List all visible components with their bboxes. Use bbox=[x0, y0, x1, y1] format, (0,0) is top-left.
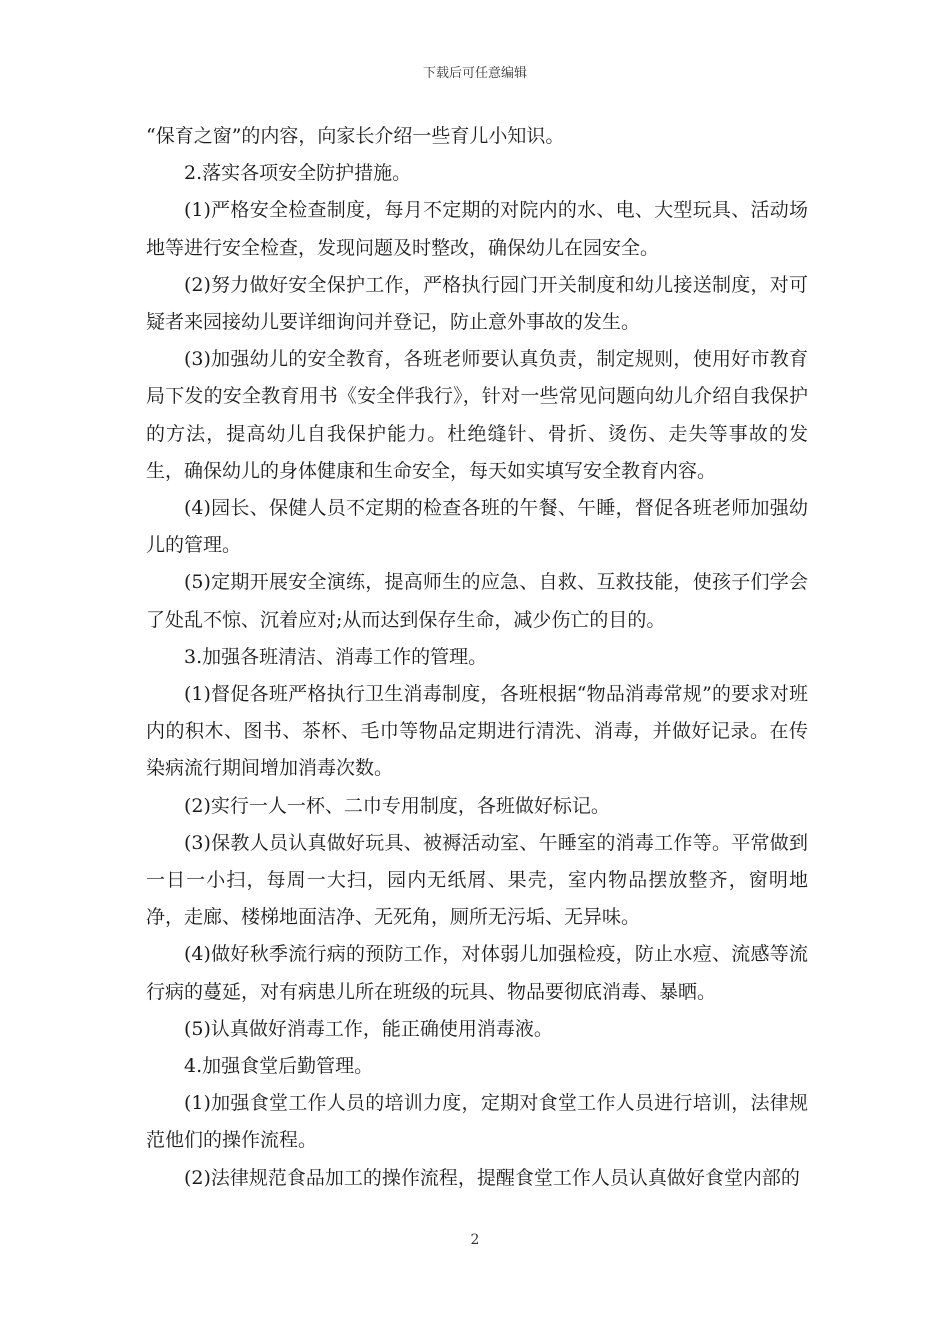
document-body bbox=[146, 118, 808, 1197]
paragraph-3: (1)严格安全检查制度，每月不定期的对院内的水、电、大型玩具、活动场地等进行安全检查，发现问题及时整改，确保幼儿在园安全。 bbox=[146, 199, 808, 259]
paragraph-14: 4.加强食堂后勤管理。 bbox=[184, 1055, 374, 1078]
page-header: 下载后可任意编辑 bbox=[422, 66, 527, 81]
paragraph-11: (3)保教人员认真做好玩具、被褥活动室、午睡室的消毒工作等。平常做到一日一小扫，每周一大扫，园内无纸屑、果壳，室内物品摆放整齐，窗明地净，走廊、楼梯地面洁净、无死角，厕所无污垢、无异味。 bbox=[146, 831, 808, 929]
paragraph-15: (1)加强食堂工作人员的培训力度，定期对食堂工作人员进行培训，法律规范他们的操作流程。 bbox=[146, 1092, 808, 1152]
paragraph-1: “保育之窗”的内容，向家长介绍一些育儿小知识。 bbox=[146, 125, 565, 147]
paragraph-16: (2)法律规范食品加工的操作流程，提醒食堂工作人员认真做好食堂内部的 bbox=[184, 1166, 800, 1189]
paragraph-10: (2)实行一人一杯、二巾专用制度，各班做好标记。 bbox=[184, 794, 610, 817]
paragraph-12: (4)做好秋季流行病的预防工作，对体弱儿加强检疫，防止水痘、流感等流行病的蔓延，对有病患儿所在班级的玩具、物品要彻底消毒、暴晒。 bbox=[146, 943, 808, 1003]
paragraph-4: (2)努力做好安全保护工作，严格执行园门开关制度和幼儿接送制度，对可疑者来园接幼儿要详细询问并登记，防止意外事故的发生。 bbox=[146, 273, 808, 334]
paragraph-7: (5)定期开展安全演练，提高师生的应急、自救、互救技能，使孩子们学会了处乱不惊、沉着应对;从而达到保存生命，减少伤亡的目的。 bbox=[146, 571, 808, 631]
paragraph-13: (5)认真做好消毒工作，能正确使用消毒液。 bbox=[184, 1017, 553, 1040]
page-number: 2 bbox=[470, 1232, 480, 1248]
paragraph-6: (4)园长、保健人员不定期的检查各班的午餐、午睡，督促各班老师加强幼儿的管理。 bbox=[146, 497, 808, 557]
paragraph-9: (1)督促各班严格执行卫生消毒制度，各班根据“物品消毒常规”的要求对班内的积木、图书、茶杯、毛巾等物品定期进行清洗、消毒，并做好记录。在传染病流行期间增加消毒次数。 bbox=[146, 683, 808, 780]
paragraph-5: (3)加强幼儿的安全教育，各班老师要认真负责，制定规则，使用好市教育局下发的安全教育用书《安全伴我行》，针对一些常见问题向幼儿介绍自我保护的方法，提高幼儿自我保护能力。杜绝缝针、骨折、烫伤、走失等事故的发生，确保幼儿的身体健康和生命安全，每天如实填写安全教育内容。 bbox=[146, 348, 808, 482]
paragraph-2: 2.落实各项安全防护措施。 bbox=[184, 162, 412, 185]
paragraph-8: 3.加强各班清洁、消毒工作的管理。 bbox=[184, 645, 488, 668]
